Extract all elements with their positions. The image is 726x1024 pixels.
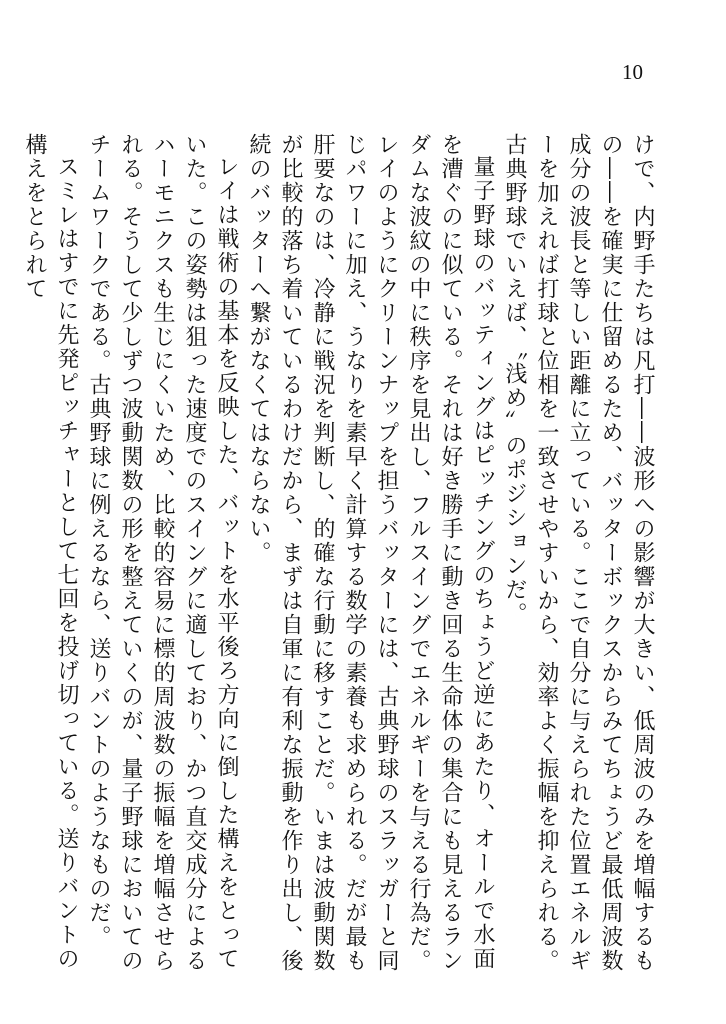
paragraph-2: 量子野球のバッティングはピッチングのちょうど逆にあたり、オールで水面を漕ぐのに似ている。それは好き勝手に動き回る生命体の集合にも見えるランダムな波紋の中に秩序を見出し、フルスイングでエネルギーを与える行為だ。レイのようにクリーンナップを担うバッターには、古典野球のスラッガーと同じパワーに加え、うなりを素早く計算する数学の素養も求められる。だが最も肝要なのは、冷静に戦況を判断し、的確な行動に移すことだ。いまは波動関数が比較的落ち着いているわけだから、まずは自軍に有利な振動を作り出し、後続のバッターへ繋がなくてはならない。 xyxy=(246,133,495,973)
page-number: 10 xyxy=(622,60,643,84)
body-text xyxy=(22,133,658,973)
paragraph-4: スミレはすでに先発ピッチャーとして七回を投げ切っている。送りバントの構えをとられて xyxy=(22,133,79,971)
paragraph-3: レイは戦術の基本を反映した、バットを水平後ろ方向に倒した構えをとっていた。この姿勢は狙った速度でのスイングに適しており、かつ直交成分によるハーモニクスも生じにくいため、比較的容易に標的周波数の振幅を増幅させられる。そうして少しずつ波動関数の形を整えていくのが、量子野球においてのチームワークである。古典野球に例えるなら、送りバントのようなものだ。 xyxy=(86,133,239,973)
paragraph-1: けで、内野手たちは凡打――波形への影響が大きい、低周波のみを増幅するもの――を確実に仕留めるため、バッターボックスからみてちょうど最低周波数成分の波長と等しい距離に立っている。ここで自分に与えられた位置エネルギーを加えれば打球と位相を一致させやすいから、効率よく振幅を抑えられる。古典野球でいえば、〝浅め〟のポジションだ。 xyxy=(502,133,655,973)
